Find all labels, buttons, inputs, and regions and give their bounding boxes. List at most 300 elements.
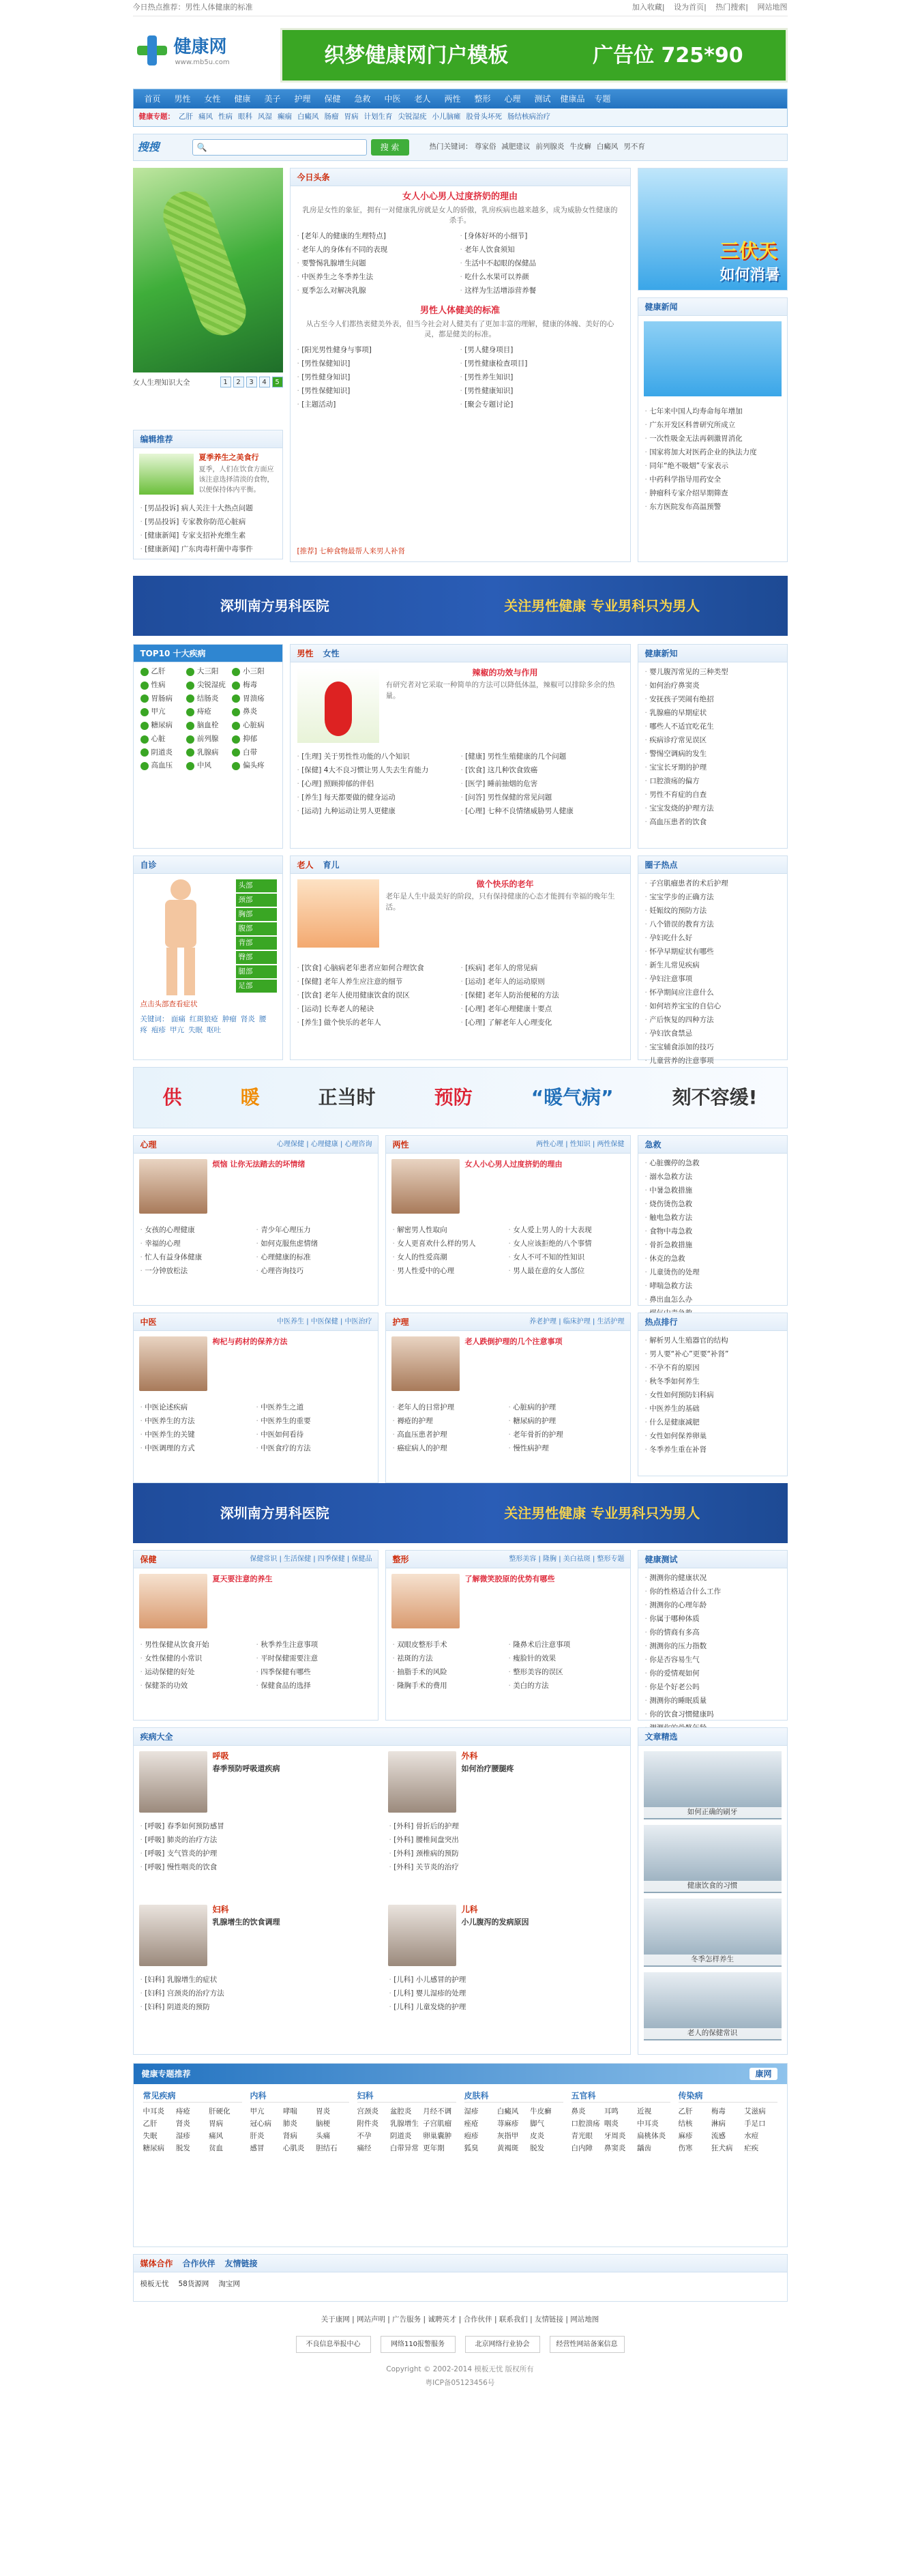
special-item[interactable]: 感冒 bbox=[250, 2144, 265, 2152]
category-item[interactable]: · 平时保健需要注意 bbox=[256, 1652, 372, 1665]
elderly-article[interactable]: · [运动] 长寿老人的秘诀 bbox=[297, 1002, 461, 1016]
category-item[interactable]: · 隆胸手术的费用 bbox=[393, 1679, 509, 1693]
special-item[interactable]: 结核 bbox=[678, 2120, 693, 2128]
special-item[interactable]: 肾病 bbox=[282, 2132, 297, 2140]
news-item[interactable]: · 这样为生活增添营养餐 bbox=[460, 284, 623, 297]
category-item[interactable]: · 隆鼻术后注意事项 bbox=[509, 1638, 625, 1652]
nav-item[interactable]: 两性 bbox=[444, 94, 461, 104]
hot-rank-item[interactable]: · 不孕不育的原因 bbox=[645, 1361, 780, 1375]
disease-link[interactable] bbox=[186, 748, 229, 759]
footer-link[interactable]: 诚聘英才 bbox=[428, 2315, 457, 2324]
nav-item[interactable]: 专题 bbox=[594, 94, 611, 104]
elderly-article[interactable]: · [保健] 老年人防治便秘的方法 bbox=[461, 989, 625, 1002]
special-item[interactable]: 鼻窦炎 bbox=[604, 2144, 626, 2152]
category-item[interactable]: · 一分钟放松法 bbox=[140, 1264, 256, 1278]
health-test-item[interactable]: · 测测你的压力指数 bbox=[645, 1639, 780, 1653]
special-item[interactable]: 甲亢 bbox=[250, 2107, 265, 2116]
nav-item[interactable]: 心理 bbox=[504, 94, 521, 104]
category-item[interactable]: · 老年骨折的护理 bbox=[509, 1428, 625, 1441]
health-news-image[interactable] bbox=[644, 321, 782, 396]
category-item[interactable]: · 女孩的心理健康 bbox=[140, 1223, 256, 1237]
circle-hot-item[interactable]: · 宝宝学步的正确方法 bbox=[645, 890, 780, 904]
news-item[interactable]: · [男性保健知识] bbox=[297, 384, 460, 398]
health-know-item[interactable]: · 如何治疗鼻窦炎 bbox=[645, 679, 780, 692]
footer-link[interactable]: 合作伙伴 bbox=[463, 2315, 492, 2324]
hot-rank-item[interactable]: · 冬季养生重在补肾 bbox=[645, 1443, 780, 1457]
disease-link[interactable] bbox=[140, 667, 183, 677]
special-item[interactable]: 伤寒 bbox=[678, 2144, 693, 2152]
tab-male[interactable]: 男性 bbox=[297, 648, 314, 658]
hot-rank-item[interactable]: · 什么是健康减肥 bbox=[645, 1416, 780, 1429]
special-item[interactable]: 月经不调 bbox=[423, 2107, 452, 2116]
circle-hot-item[interactable]: · 妊娠纹的预防方法 bbox=[645, 904, 780, 918]
hot-rank-item[interactable]: · 男人要“补心”更要“补肾” bbox=[645, 1347, 780, 1361]
special-column-title[interactable]: 常见疾病 bbox=[143, 2090, 242, 2103]
category-more[interactable]: 中医养生 | 中医保健 | 中医治疗 bbox=[277, 1318, 372, 1326]
category-more[interactable]: 整形美容 | 隆胸 | 美白祛斑 | 整形专题 bbox=[509, 1555, 625, 1563]
disease-image[interactable] bbox=[388, 1751, 456, 1813]
disease-link[interactable] bbox=[140, 707, 183, 718]
hot-keyword[interactable]: 牛皮癣 bbox=[569, 143, 591, 151]
pager-button[interactable]: 4 bbox=[259, 377, 270, 387]
special-item[interactable]: 中耳炎 bbox=[143, 2107, 164, 2116]
category-item[interactable]: · 中医论述疾病 bbox=[140, 1401, 256, 1414]
hospital-ad-1[interactable] bbox=[133, 576, 788, 636]
category-item[interactable]: · 女人应该拒绝的八个事情 bbox=[509, 1237, 625, 1250]
special-item[interactable]: 不孕 bbox=[357, 2132, 372, 2140]
circle-hot-item[interactable]: · 怀孕早期症状有哪些 bbox=[645, 945, 780, 958]
disease-link[interactable] bbox=[140, 720, 183, 731]
category-item[interactable]: · 男人性爱中的心理 bbox=[393, 1264, 509, 1278]
disease-link[interactable] bbox=[232, 761, 275, 772]
topic-link[interactable]: 眼科 bbox=[238, 113, 252, 121]
category-headline[interactable]: 枸杞与药材的保养方法 bbox=[212, 1337, 288, 1346]
special-item[interactable]: 失眠 bbox=[143, 2132, 158, 2140]
disease-headline[interactable]: 乳腺增生的饮食调理 bbox=[212, 1918, 280, 1927]
partner-link[interactable]: 淘宝网 bbox=[218, 2280, 240, 2288]
footer-link[interactable]: 联系我们 bbox=[499, 2315, 528, 2324]
link-tab[interactable]: 媒体合作 bbox=[140, 2258, 173, 2268]
health-news-item[interactable]: · 肿瘤科专家介绍早期筛查 bbox=[645, 486, 780, 500]
search-button[interactable]: 搜 索 bbox=[371, 139, 409, 156]
news-item[interactable]: · [老年人的健康的生理特点] bbox=[297, 229, 460, 243]
footer-link[interactable]: 关于康网 bbox=[321, 2315, 350, 2324]
keyword-link[interactable]: 肿瘤 bbox=[222, 1015, 237, 1023]
editor-picks-image[interactable] bbox=[139, 454, 194, 495]
circle-hot-item[interactable]: · 产后恢复的四种方法 bbox=[645, 1013, 780, 1027]
health-know-item[interactable]: · 高血压患者的饮食 bbox=[645, 815, 780, 829]
category-item[interactable]: · 中医食疗的方法 bbox=[256, 1441, 372, 1455]
category-item[interactable]: · 老年人的日常护理 bbox=[393, 1401, 509, 1414]
category-item[interactable]: · 女人爱上男人的十大表现 bbox=[509, 1223, 625, 1237]
body-part-link[interactable]: 臀部 bbox=[236, 951, 277, 964]
category-image[interactable] bbox=[139, 1336, 207, 1391]
editor-picks-headline[interactable]: 夏季养生之美食行 bbox=[198, 453, 259, 462]
nav-item[interactable]: 老人 bbox=[414, 94, 431, 104]
first-aid-item[interactable]: · 鼻出血怎么办 bbox=[645, 1293, 780, 1306]
special-item[interactable]: 白带异常 bbox=[389, 2144, 419, 2152]
health-know-item[interactable]: · 安抚孩子哭闹有绝招 bbox=[645, 692, 780, 706]
category-item[interactable]: · 秋季养生注意事项 bbox=[256, 1638, 372, 1652]
category-image[interactable] bbox=[391, 1336, 460, 1391]
category-item[interactable]: · 抽脂手术的风险 bbox=[393, 1665, 509, 1679]
special-item[interactable]: 牛皮癣 bbox=[530, 2107, 552, 2116]
disease-link[interactable] bbox=[186, 667, 229, 677]
special-item[interactable]: 梅毒 bbox=[711, 2107, 726, 2116]
category-item[interactable]: · 中医调理的方式 bbox=[140, 1441, 256, 1455]
search-input[interactable] bbox=[192, 139, 367, 156]
category-item[interactable]: · 幸福的心理 bbox=[140, 1237, 256, 1250]
health-know-item[interactable]: · 乳腺癌的早期症状 bbox=[645, 706, 780, 720]
special-item[interactable]: 水痘 bbox=[744, 2132, 759, 2140]
partner-link[interactable]: 58货源网 bbox=[178, 2280, 209, 2288]
category-item[interactable]: · 中医养生之道 bbox=[256, 1401, 372, 1414]
category-image[interactable] bbox=[391, 1574, 460, 1628]
footer-link[interactable]: 友情链接 bbox=[535, 2315, 564, 2324]
disease-link[interactable] bbox=[186, 761, 229, 772]
footer-badge[interactable]: 北京网络行业协会 bbox=[465, 2336, 540, 2353]
category-item[interactable]: · 中医如何看待 bbox=[256, 1428, 372, 1441]
special-item[interactable]: 糖尿病 bbox=[143, 2144, 164, 2152]
special-item[interactable]: 疱疹 bbox=[464, 2132, 479, 2140]
editor-pick-item[interactable]: · [男品投诉] 病人关注十大热点问题 bbox=[140, 501, 277, 515]
special-item[interactable]: 牙周炎 bbox=[604, 2132, 626, 2140]
tab-parenting[interactable]: 育儿 bbox=[323, 860, 340, 870]
first-aid-item[interactable]: · 儿童烫伤的处理 bbox=[645, 1265, 780, 1279]
category-headline[interactable]: 了解微笑胶原的优势有哪些 bbox=[464, 1575, 555, 1583]
nav-item[interactable]: 测试 bbox=[534, 94, 551, 104]
category-headline[interactable]: 烦恼 让你无法踏去的坏情绪 bbox=[212, 1160, 306, 1169]
hot-rank-item[interactable]: · 秋冬季如何养生 bbox=[645, 1375, 780, 1388]
male-article[interactable]: · [心理] 照顾抑郁的伴侣 bbox=[297, 777, 461, 791]
disease-link[interactable] bbox=[186, 707, 229, 718]
health-know-item[interactable]: · 宝宝发烧的护理方法 bbox=[645, 802, 780, 815]
special-item[interactable]: 脱发 bbox=[530, 2144, 545, 2152]
site-logo[interactable] bbox=[133, 31, 256, 72]
special-item[interactable]: 肾炎 bbox=[175, 2120, 190, 2128]
special-column-title[interactable]: 五官科 bbox=[572, 2090, 670, 2103]
keyword-link[interactable]: 红斑狼疮 bbox=[189, 1015, 218, 1023]
footer-link[interactable]: 网站地图 bbox=[570, 2315, 599, 2324]
category-item[interactable]: · 整形美容的误区 bbox=[509, 1665, 625, 1679]
footer-badge[interactable]: 网络110报警服务 bbox=[381, 2336, 456, 2353]
category-item[interactable]: · 心脏病的护理 bbox=[509, 1401, 625, 1414]
news-item[interactable]: · [男性健康知识] bbox=[460, 384, 623, 398]
elderly-article[interactable]: · [饮食] 老年人使用健康饮食的误区 bbox=[297, 989, 461, 1002]
first-aid-item[interactable]: · 食物中毒急救 bbox=[645, 1225, 780, 1238]
category-item[interactable]: · 美白的方法 bbox=[509, 1679, 625, 1693]
category-item[interactable]: · 四季保健有哪些 bbox=[256, 1665, 372, 1679]
bottom-tip[interactable]: [推荐] 七种食物最帮人来男人补肾 bbox=[297, 547, 406, 556]
disease-link[interactable] bbox=[140, 734, 183, 745]
nav-item[interactable]: 女性 bbox=[204, 94, 221, 104]
news-headline[interactable]: 女人小心男人过度挤奶的理由 bbox=[402, 192, 518, 202]
nav-item[interactable]: 美子 bbox=[264, 94, 281, 104]
disease-image[interactable] bbox=[139, 1751, 207, 1813]
category-item[interactable]: · 瘦脸针的效果 bbox=[509, 1652, 625, 1665]
category-image[interactable] bbox=[139, 1159, 207, 1214]
topic-link[interactable]: 肠结核病治疗 bbox=[507, 113, 550, 121]
pager-button[interactable]: 5 bbox=[272, 377, 283, 387]
disease-item[interactable]: · [外科] 关节炎的治疗 bbox=[389, 1860, 621, 1874]
category-headline[interactable]: 女人小心男人过度挤奶的理由 bbox=[464, 1160, 563, 1169]
body-part-link[interactable]: 胸部 bbox=[236, 908, 277, 921]
category-item[interactable]: · 女人不可不知的性知识 bbox=[509, 1250, 625, 1264]
category-more[interactable]: 两性心理 | 性知识 | 两性保健 bbox=[536, 1141, 625, 1148]
keyword-link[interactable]: 甲亢 bbox=[170, 1025, 184, 1034]
health-know-item[interactable]: · 疾病诊疗常见误区 bbox=[645, 733, 780, 747]
disease-item[interactable]: · [儿科] 儿童发烧的护理 bbox=[389, 2000, 621, 2014]
disease-link[interactable] bbox=[140, 694, 183, 705]
news-item[interactable]: · [男性保健知识] bbox=[297, 357, 460, 370]
health-test-item[interactable]: · 测测你的健康状况 bbox=[645, 1571, 780, 1585]
special-item[interactable]: 宫颈炎 bbox=[357, 2107, 379, 2116]
disease-item[interactable]: · [儿科] 小儿感冒的护理 bbox=[389, 1973, 621, 1987]
keyword-link[interactable]: 失眠 bbox=[188, 1025, 203, 1034]
disease-item[interactable]: · [妇科] 阴道炎的预防 bbox=[140, 2000, 372, 2014]
special-item[interactable]: 胆结石 bbox=[316, 2144, 338, 2152]
elderly-article[interactable]: · [保健] 老年人养生应注意的细节 bbox=[297, 975, 461, 989]
health-test-item[interactable]: · 你属于哪种体质 bbox=[645, 1612, 780, 1626]
hospital-ad-2[interactable] bbox=[133, 1483, 788, 1543]
nav-item[interactable]: 健康品 bbox=[560, 94, 585, 104]
heating-ad[interactable] bbox=[133, 1067, 788, 1128]
disease-image[interactable] bbox=[388, 1905, 456, 1966]
category-image[interactable] bbox=[139, 1574, 207, 1628]
special-item[interactable]: 乳腺增生 bbox=[389, 2120, 419, 2128]
tab-female[interactable]: 女性 bbox=[323, 648, 340, 658]
elderly-article[interactable]: · [疾病] 老年人的常见病 bbox=[461, 961, 625, 975]
tab-elderly[interactable]: 老人 bbox=[297, 860, 314, 870]
category-item[interactable]: · 男人最在意的女人部位 bbox=[509, 1264, 625, 1278]
male-article[interactable]: · [心理] 七种不良情绪威胁男人健康 bbox=[461, 804, 625, 818]
category-item[interactable]: · 慢性病护理 bbox=[509, 1441, 625, 1455]
pager-button[interactable]: 2 bbox=[233, 377, 244, 387]
category-headline[interactable]: 老人跌倒护理的几个注意事项 bbox=[464, 1337, 563, 1346]
disease-image[interactable] bbox=[139, 1905, 207, 1966]
category-item[interactable]: · 忙人有益身体健康 bbox=[140, 1250, 256, 1264]
editor-pick-item[interactable]: · [健康新闻] 广东肉毒杆菌中毒事件 bbox=[140, 542, 277, 556]
special-item[interactable]: 黄褐斑 bbox=[496, 2144, 519, 2152]
first-aid-item[interactable]: · 骨折急救措施 bbox=[645, 1238, 780, 1252]
disease-item[interactable]: · [妇科] 宫颈炎的治疗方法 bbox=[140, 1987, 372, 2000]
special-item[interactable]: 肺炎 bbox=[282, 2120, 297, 2128]
disease-link[interactable] bbox=[140, 761, 183, 772]
pager-button[interactable]: 1 bbox=[220, 377, 231, 387]
category-item[interactable]: · 中医养生的方法 bbox=[140, 1414, 256, 1428]
pager-button[interactable]: 3 bbox=[246, 377, 257, 387]
category-more[interactable]: 养老护理 | 临床护理 | 生活护理 bbox=[529, 1318, 625, 1326]
special-item[interactable]: 痤疮 bbox=[464, 2120, 479, 2128]
special-item[interactable]: 胃病 bbox=[209, 2120, 224, 2128]
keyword-link[interactable]: 面痛 bbox=[170, 1015, 186, 1023]
topic-link[interactable]: 白癜风 bbox=[297, 113, 319, 121]
special-item[interactable]: 哮喘 bbox=[282, 2107, 297, 2116]
circle-hot-item[interactable]: · 孕妇饮食禁忌 bbox=[645, 1027, 780, 1040]
special-item[interactable]: 狂犬病 bbox=[711, 2144, 733, 2152]
special-column-title[interactable]: 传染病 bbox=[679, 2090, 777, 2103]
health-news-item[interactable]: · 中药科学指导用药安全 bbox=[645, 473, 780, 486]
elderly-headline[interactable]: 做个快乐的老年 bbox=[476, 879, 534, 889]
hot-keyword[interactable]: 前列腺炎 bbox=[535, 143, 565, 151]
special-item[interactable]: 狐臭 bbox=[464, 2144, 479, 2152]
disease-headline[interactable]: 如何治疗腰腿疼 bbox=[461, 1764, 514, 1773]
category-item[interactable]: · 男性保健从饮食开始 bbox=[140, 1638, 256, 1652]
article-card[interactable] bbox=[644, 1972, 782, 2040]
category-item[interactable]: · 糖尿病的护理 bbox=[509, 1414, 625, 1428]
male-article[interactable]: · [饮食] 这几种饮食致癌 bbox=[461, 763, 625, 777]
topic-link[interactable]: 癫痫 bbox=[278, 113, 292, 121]
disease-link[interactable] bbox=[140, 680, 183, 691]
disease-category[interactable]: 呼吸 bbox=[212, 1751, 229, 1761]
hot-keyword[interactable]: 尊家俗 bbox=[474, 143, 496, 151]
hot-keyword[interactable]: 白癜风 bbox=[596, 143, 619, 151]
first-aid-item[interactable]: · 中暑急救措施 bbox=[645, 1184, 780, 1197]
special-item[interactable]: 皮炎 bbox=[530, 2132, 545, 2140]
news-item[interactable]: · [主题活动] bbox=[297, 398, 460, 411]
body-part-link[interactable]: 腿部 bbox=[236, 965, 277, 978]
disease-link[interactable] bbox=[186, 720, 229, 731]
keyword-link[interactable]: 呕吐 bbox=[207, 1025, 221, 1034]
homepage-link[interactable]: 设为首页 bbox=[674, 3, 704, 12]
news-item[interactable]: · 夏季怎么对解决乳腺 bbox=[297, 284, 460, 297]
circle-hot-item[interactable]: · 八个错误的教育方法 bbox=[645, 918, 780, 931]
male-article[interactable]: · [健康] 男性生殖健康的几个问题 bbox=[461, 750, 625, 763]
special-item[interactable]: 湿疹 bbox=[175, 2132, 190, 2140]
category-item[interactable]: · 褥疮的护理 bbox=[393, 1414, 509, 1428]
circle-hot-item[interactable]: · 新生儿常见疾病 bbox=[645, 958, 780, 972]
circle-hot-item[interactable]: · 孕妇吃什么好 bbox=[645, 931, 780, 945]
special-column-title[interactable]: 皮肤科 bbox=[464, 2090, 563, 2103]
topic-link[interactable]: 尖锐湿疣 bbox=[398, 113, 427, 121]
health-know-item[interactable]: · 婴儿腹泻常见的三种类型 bbox=[645, 665, 780, 679]
special-item[interactable]: 冠心病 bbox=[250, 2120, 271, 2128]
disease-item[interactable]: · [呼吸] 肺炎的治疗方法 bbox=[140, 1833, 372, 1847]
male-article[interactable]: · [问答] 男性保健的常见问题 bbox=[461, 791, 625, 804]
category-item[interactable]: · 双眼皮整形手术 bbox=[393, 1638, 509, 1652]
topic-link[interactable]: 乙肝 bbox=[179, 113, 193, 121]
elderly-image[interactable] bbox=[297, 879, 379, 948]
health-news-item[interactable]: · 一次性吸金无法再刺激胃消化 bbox=[645, 432, 780, 445]
topic-link[interactable]: 计划生育 bbox=[363, 113, 393, 121]
category-item[interactable]: · 癌症病人的护理 bbox=[393, 1441, 509, 1455]
editor-pick-item[interactable]: · [健康新闻] 专家支招补充维生素 bbox=[140, 529, 277, 542]
special-item[interactable]: 肝硬化 bbox=[209, 2107, 231, 2116]
disease-item[interactable]: · [呼吸] 春季如何预防感冒 bbox=[140, 1819, 372, 1833]
special-item[interactable]: 扁桃体炎 bbox=[637, 2132, 666, 2140]
health-test-item[interactable]: · 你是否容易生气 bbox=[645, 1653, 780, 1667]
topic-link[interactable]: 小儿脑瘫 bbox=[432, 113, 461, 121]
male-article[interactable]: · [养生] 每天都要做的健身运动 bbox=[297, 791, 461, 804]
news-item[interactable]: · [身体好坏的小细节] bbox=[460, 229, 623, 243]
nav-item[interactable]: 护理 bbox=[294, 94, 311, 104]
footer-badge[interactable]: 不良信息举报中心 bbox=[296, 2336, 371, 2353]
body-part-link[interactable]: 头部 bbox=[236, 879, 277, 892]
news-item[interactable]: · [男人健身项目] bbox=[460, 343, 623, 357]
health-know-item[interactable]: · 警惕空调病的发生 bbox=[645, 747, 780, 761]
category-item[interactable]: · 心理健康的标准 bbox=[256, 1250, 372, 1264]
category-item[interactable]: · 保健食品的选择 bbox=[256, 1679, 372, 1693]
disease-link[interactable] bbox=[232, 667, 275, 677]
topic-link[interactable]: 肠瘤 bbox=[324, 113, 339, 121]
hot-rank-item[interactable]: · 女性如何保养卵巢 bbox=[645, 1429, 780, 1443]
news-item[interactable]: · [男性健康检查项目] bbox=[460, 357, 623, 370]
special-item[interactable]: 子宫肌瘤 bbox=[423, 2120, 452, 2128]
article-card[interactable] bbox=[644, 1825, 782, 1893]
special-item[interactable]: 脑梗 bbox=[316, 2120, 331, 2128]
category-more[interactable]: 心理保健 | 心理健康 | 心理咨询 bbox=[277, 1141, 372, 1148]
special-item[interactable]: 淋病 bbox=[711, 2120, 726, 2128]
disease-link[interactable] bbox=[232, 720, 275, 731]
disease-link[interactable] bbox=[140, 748, 183, 759]
elderly-article[interactable]: · [心理] 老年心理健康十要点 bbox=[461, 1002, 625, 1016]
first-aid-item[interactable]: · 触电急救方法 bbox=[645, 1211, 780, 1225]
special-item[interactable]: 灰指甲 bbox=[496, 2132, 519, 2140]
hot-rank-item[interactable]: · 中医养生的基础 bbox=[645, 1402, 780, 1416]
sitemap-link[interactable]: 网站地图 bbox=[757, 3, 788, 12]
news-item[interactable]: · 生活中不起眼的保健品 bbox=[460, 257, 623, 270]
male-article[interactable]: · [保健] 4大不良习惯让男人失去生育能力 bbox=[297, 763, 461, 777]
nav-item[interactable]: 健康 bbox=[234, 94, 251, 104]
health-news-item[interactable]: · 七年来中国人均寿命每年增加 bbox=[645, 405, 780, 418]
category-name[interactable]: 保健 bbox=[140, 1554, 157, 1564]
category-more[interactable]: 保健常识 | 生活保健 | 四季保健 | 保健品 bbox=[250, 1555, 372, 1563]
disease-category[interactable]: 妇科 bbox=[212, 1905, 229, 1914]
health-test-item[interactable]: · 你的情商有多高 bbox=[645, 1626, 780, 1639]
special-item[interactable]: 白癜风 bbox=[496, 2107, 519, 2116]
body-figure[interactable] bbox=[150, 879, 211, 995]
disease-item[interactable]: · [外科] 骨折后的护理 bbox=[389, 1819, 621, 1833]
special-item[interactable]: 龋齿 bbox=[637, 2144, 652, 2152]
special-item[interactable]: 附件炎 bbox=[357, 2120, 379, 2128]
special-item[interactable]: 卵巢囊肿 bbox=[423, 2132, 452, 2140]
disease-headline[interactable]: 小儿腹泻的发病原因 bbox=[461, 1918, 529, 1927]
focus-image[interactable] bbox=[133, 168, 283, 372]
category-name[interactable]: 心理 bbox=[140, 1139, 157, 1150]
special-item[interactable]: 更年期 bbox=[423, 2144, 445, 2152]
health-test-item[interactable]: · 测测你的心理年龄 bbox=[645, 1598, 780, 1612]
keyword-link[interactable]: 疱疹 bbox=[151, 1025, 166, 1034]
favorite-link[interactable]: 加入收藏 bbox=[632, 3, 662, 12]
special-item[interactable]: 手足口 bbox=[744, 2120, 766, 2128]
special-item[interactable]: 乙肝 bbox=[143, 2120, 158, 2128]
link-tab[interactable]: 友情链接 bbox=[224, 2258, 258, 2268]
health-news-item[interactable]: · 国家将加大对医药企业的执法力度 bbox=[645, 445, 780, 459]
topic-link[interactable]: 胃病 bbox=[344, 113, 359, 121]
link-tab[interactable]: 合作伙伴 bbox=[182, 2258, 216, 2268]
category-item[interactable]: · 青少年心理压力 bbox=[256, 1223, 372, 1237]
body-part-link[interactable]: 颈部 bbox=[236, 894, 277, 907]
disease-item[interactable]: · [外科] 腰椎间盘突出 bbox=[389, 1833, 621, 1847]
news-item[interactable]: · 老年人饮食须知 bbox=[460, 243, 623, 257]
special-item[interactable]: 白内障 bbox=[571, 2144, 593, 2152]
nav-item[interactable]: 中医 bbox=[384, 94, 401, 104]
health-know-item[interactable]: · 宝宝长牙期的护理 bbox=[645, 761, 780, 774]
editor-pick-item[interactable]: · [男品投诉] 专家教你防范心脏病 bbox=[140, 515, 277, 529]
disease-item[interactable]: · [儿科] 婴儿湿疹的处理 bbox=[389, 1987, 621, 2000]
special-item[interactable]: 青光眼 bbox=[571, 2132, 593, 2140]
special-item[interactable]: 头痛 bbox=[316, 2132, 331, 2140]
health-know-item[interactable]: · 哪些人不适宜吃花生 bbox=[645, 720, 780, 733]
category-item[interactable]: · 中医养生的重要 bbox=[256, 1414, 372, 1428]
special-item[interactable]: 贫血 bbox=[209, 2144, 224, 2152]
health-test-item[interactable]: · 你是个好老公吗 bbox=[645, 1680, 780, 1694]
health-know-item[interactable]: · 男性不育症的自查 bbox=[645, 788, 780, 802]
special-item[interactable]: 流感 bbox=[711, 2132, 726, 2140]
hot-keyword[interactable]: 男不育 bbox=[623, 143, 645, 151]
health-know-item[interactable]: · 口腔溃疡的偏方 bbox=[645, 774, 780, 788]
category-item[interactable]: · 中医养生的关键 bbox=[140, 1428, 256, 1441]
